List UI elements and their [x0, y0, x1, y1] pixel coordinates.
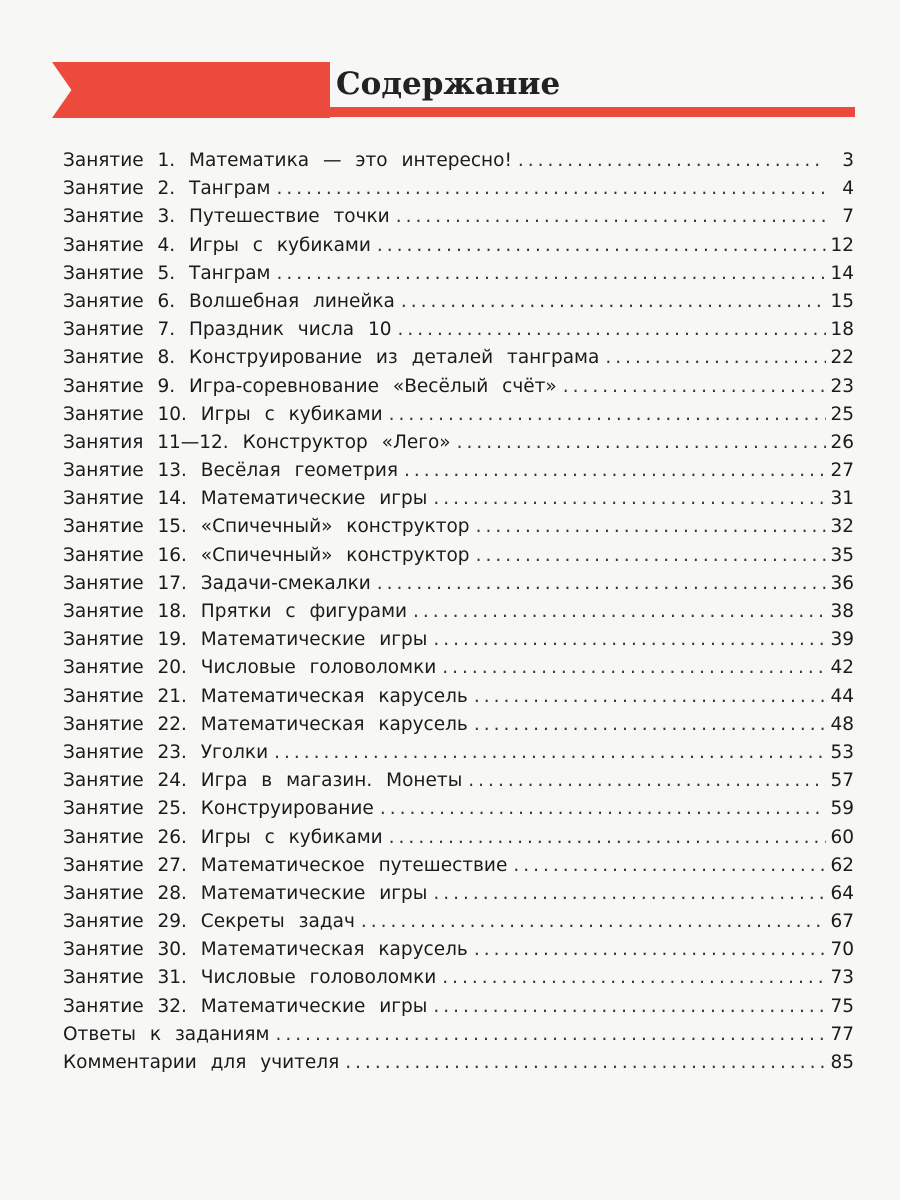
toc-leader-dots — [433, 880, 826, 908]
toc-entry-page: 73 — [830, 967, 854, 989]
toc-entry — [63, 683, 854, 711]
toc-entry — [63, 711, 854, 739]
toc-entry — [63, 288, 854, 316]
page-title: Содержание — [336, 66, 561, 102]
toc-entry-page: 23 — [830, 375, 854, 397]
toc-entry-page: 48 — [830, 713, 854, 735]
toc-leader-dots — [442, 964, 826, 992]
toc-leader-dots — [377, 232, 826, 260]
toc-entry-page: 27 — [830, 460, 854, 482]
toc-leader-dots — [518, 147, 826, 175]
toc-entry-title: Занятие 19. Математические игры — [63, 629, 428, 651]
toc-entry-page: 36 — [830, 572, 854, 594]
toc-entry — [63, 232, 854, 260]
toc-leader-dots — [468, 767, 826, 795]
toc-entry-title: Занятие 26. Игры с кубиками — [63, 826, 383, 848]
toc-leader-dots — [274, 739, 826, 767]
toc-entry — [63, 1049, 854, 1077]
toc-leader-dots — [513, 852, 826, 880]
toc-entry-page: 64 — [830, 882, 854, 904]
toc-leader-dots — [476, 542, 826, 570]
toc-entry-title: Занятие 5. Танграм — [63, 262, 271, 284]
toc-entry — [63, 316, 854, 344]
toc-leader-dots — [442, 654, 826, 682]
toc-entry — [63, 964, 854, 992]
toc-entry — [63, 260, 854, 288]
toc-entry-page: 7 — [842, 206, 854, 228]
toc-entry-page: 70 — [830, 939, 854, 961]
toc-entry — [63, 542, 854, 570]
toc-entry-title: Занятие 24. Игра в магазин. Монеты — [63, 770, 463, 792]
toc-entry-page: 3 — [842, 150, 854, 171]
toc-entry-title: Занятие 15. «Спичечный» конструктор — [63, 516, 470, 538]
toc-entry — [63, 344, 854, 372]
toc-entry — [63, 203, 854, 231]
header-rule — [320, 107, 855, 117]
toc-entry-title: Занятия 11—12. Конструктор «Лего» — [63, 431, 451, 453]
toc-entry-title: Занятие 14. Математические игры — [63, 488, 428, 510]
toc-leader-dots — [476, 513, 826, 541]
toc-entry-page: 44 — [830, 685, 854, 707]
toc-entry — [63, 654, 854, 682]
toc-entry-page: 35 — [830, 544, 854, 566]
toc-leader-dots — [605, 344, 826, 372]
toc-entry — [63, 598, 854, 626]
toc-entry-title: Занятие 8. Конструирование из деталей танграма — [63, 347, 600, 369]
toc-entry-page: 18 — [830, 319, 854, 341]
toc-entry-page: 75 — [830, 995, 854, 1017]
toc-entry-title: Занятие 32. Математические игры — [63, 995, 428, 1017]
toc-entry-title: Комментарии для учителя — [63, 1052, 340, 1073]
toc-entry — [63, 795, 854, 823]
toc-entry — [63, 513, 854, 541]
toc-entry-title: Занятие 10. Игры с кубиками — [63, 403, 383, 425]
toc-entry — [63, 485, 854, 513]
toc-entry-page: 12 — [830, 234, 854, 256]
toc-entry-title: Занятие 29. Секреты задач — [63, 911, 355, 933]
toc-entry-page: 85 — [830, 1052, 854, 1073]
toc-leader-dots — [398, 316, 826, 344]
toc-entry-title: Занятие 27. Математическое путешествие — [63, 854, 508, 876]
toc-leader-dots — [380, 795, 826, 823]
toc-leader-dots — [457, 429, 826, 457]
toc-entry-title: Занятие 1. Математика — это интересно! — [63, 150, 512, 171]
toc-leader-dots — [345, 1049, 826, 1077]
toc-leader-dots — [275, 1021, 826, 1049]
toc-entry-title: Занятие 13. Весёлая геометрия — [63, 460, 399, 482]
header-ribbon — [52, 62, 330, 118]
toc-entry-title: Занятие 20. Числовые головоломки — [63, 657, 437, 679]
toc-leader-dots — [404, 457, 826, 485]
toc-entry — [63, 993, 854, 1021]
toc-entry-title: Занятие 16. «Спичечный» конструктор — [63, 544, 470, 566]
toc-leader-dots — [401, 288, 826, 316]
toc-entry — [63, 767, 854, 795]
toc-leader-dots — [563, 373, 826, 401]
toc-leader-dots — [377, 570, 826, 598]
toc-leader-dots — [413, 598, 826, 626]
toc-entry-title: Занятие 22. Математическая карусель — [63, 713, 468, 735]
toc-entry-page: 38 — [830, 601, 854, 622]
toc-leader-dots — [433, 993, 826, 1021]
toc-entry-title: Занятие 31. Числовые головоломки — [63, 967, 437, 989]
toc-entry — [63, 626, 854, 654]
toc-entry-page: 53 — [830, 741, 854, 763]
toc-entry-page: 62 — [830, 854, 854, 876]
toc-entry-title: Занятие 2. Танграм — [63, 178, 271, 200]
toc-entry — [63, 936, 854, 964]
toc-entry-page: 77 — [830, 1023, 854, 1045]
toc-leader-dots — [433, 626, 826, 654]
toc-entry-page: 26 — [830, 431, 854, 453]
toc-entry-page: 4 — [842, 178, 854, 200]
toc-entry-page: 14 — [830, 262, 854, 284]
toc-leader-dots — [396, 203, 826, 231]
toc-entry — [63, 908, 854, 936]
toc-entry-page: 32 — [830, 516, 854, 538]
toc-leader-dots — [389, 824, 826, 852]
toc-entry-page: 15 — [830, 290, 854, 312]
toc-entry-page: 57 — [830, 770, 854, 792]
toc-entry-title: Занятие 23. Уголки — [63, 741, 269, 763]
table-of-contents — [63, 147, 854, 1077]
toc-entry — [63, 401, 854, 429]
toc-entry — [63, 373, 854, 401]
toc-entry-page: 31 — [830, 488, 854, 510]
toc-entry-title: Занятие 25. Конструирование — [63, 798, 374, 820]
toc-entry-title: Ответы к заданиям — [63, 1023, 270, 1045]
toc-entry-page: 67 — [830, 911, 854, 933]
toc-entry — [63, 739, 854, 767]
toc-entry-title: Занятие 9. Игра-соревнование «Весёлый счёт» — [63, 375, 557, 397]
toc-leader-dots — [474, 683, 826, 711]
toc-entry-title: Занятие 17. Задачи-смекалки — [63, 572, 371, 594]
toc-entry-title: Занятие 3. Путешествие точки — [63, 206, 390, 228]
toc-entry-title: Занятие 30. Математическая карусель — [63, 939, 468, 961]
toc-entry-title: Занятие 28. Математические игры — [63, 882, 428, 904]
toc-entry — [63, 824, 854, 852]
toc-entry-page: 60 — [830, 826, 854, 848]
toc-entry — [63, 147, 854, 175]
toc-leader-dots — [433, 485, 826, 513]
toc-leader-dots — [389, 401, 826, 429]
toc-entry-title: Занятие 6. Волшебная линейка — [63, 290, 395, 312]
toc-entry — [63, 429, 854, 457]
toc-entry — [63, 175, 854, 203]
toc-leader-dots — [474, 936, 826, 964]
toc-entry-page: 42 — [830, 657, 854, 679]
toc-entry — [63, 1021, 854, 1049]
toc-leader-dots — [361, 908, 826, 936]
toc-leader-dots — [277, 260, 826, 288]
toc-entry — [63, 457, 854, 485]
toc-entry-page: 25 — [830, 403, 854, 425]
toc-entry — [63, 570, 854, 598]
toc-entry-title: Занятие 4. Игры с кубиками — [63, 234, 371, 256]
toc-leader-dots — [277, 175, 826, 203]
toc-entry-title: Занятие 7. Праздник числа 10 — [63, 319, 392, 341]
toc-entry — [63, 852, 854, 880]
toc-entry-page: 59 — [830, 798, 854, 820]
toc-entry-title: Занятие 18. Прятки с фигурами — [63, 601, 408, 622]
toc-entry-page: 22 — [830, 347, 854, 369]
toc-entry-title: Занятие 21. Математическая карусель — [63, 685, 468, 707]
toc-leader-dots — [474, 711, 826, 739]
toc-entry — [63, 880, 854, 908]
toc-entry-page: 39 — [830, 629, 854, 651]
